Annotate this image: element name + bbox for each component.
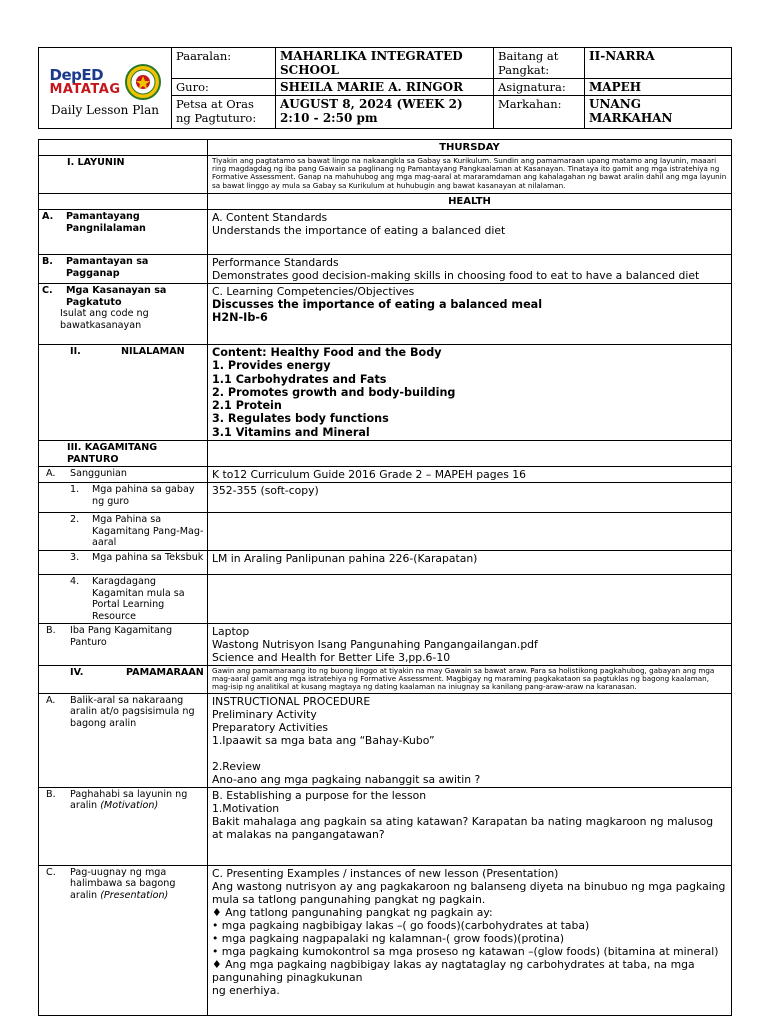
layunin-text: Tiyakin ang pagtatamo sa bawat lingo na nakaangkla sa Gabay sa Kurikulum. Sundin ang pamamaraan upang matamo ang layunin, maaari ring magdagdag ng iba pang Gawain sa paglinang ng Pamantayang Pangkaalaman at Kasanayan. Tinataya ito gamit ang mga istratehiya ng Formative Assessment. Ganap na mahuhubog ang mga mag-aaral at mararamdaman ang kahalagahan ng bawat aralin dahil ang mga layunin sa bawat linggo ay mula sa Gabay sa Kurikulum at huhubugin ang bawat kasanayan at nilalaman. xyxy=(208,156,732,194)
content-list xyxy=(208,345,732,441)
pamamaraan-label: PAMAMARAAN xyxy=(126,667,204,679)
list-item: Wastong Nutrisyon Isang Pangunahing Pangangailangan.pdf xyxy=(212,638,538,652)
table-row: 4. Karagdagang Kagamitan mula sa Portal Learning Resource xyxy=(39,575,732,624)
table-row: A. Sanggunian K to12 Curriculum Guide 2016 Grade 2 – MAPEH pages 16 xyxy=(39,467,732,483)
guro-value: SHEILA MARIE A. RINGOR xyxy=(276,79,494,96)
table-row xyxy=(39,140,732,156)
logo-cell xyxy=(39,48,172,129)
guro-label: Guro: xyxy=(172,79,276,96)
pamamaraan-text: Gawin ang pamamaraang ito ng buong linggo at tiyakin na may Gawain sa bawat araw. Para sa holistikong pagkahubog, gabayan ang mga mag-aaral gamit ang mga istratehiya ng Formative Assessment. Magbigay ng maraming pagkakataon sa pagtuklas ng bagong kaalaman, mag-isip ng analitikal at kusang magtaya ng dating kaalaman na iniugnay sa kanilang pang-araw-araw na karanasan. xyxy=(208,666,732,694)
school-seal-icon xyxy=(125,64,161,100)
table-row: IV. PAMAMARAAN Gawin ang pamamaraang ito ng buong linggo at tiyakin na may Gawain sa bawat araw. Para sa holistikong pagkahubog, gabayan ang mga mag-aaral gamit ang mga istratehiya ng Formative Assessment. Magbigay ng maraming pagkakataon sa pagtuklas ng bagong kaalaman, mag-isip ng analitikal at kusang magtaya ng dating kaalaman na iniugnay sa kanilang pang-araw-araw na karanasan. xyxy=(39,666,732,694)
competency-sublabel: Isulat ang code ng bawatkasanayan xyxy=(60,308,149,331)
motivation-label: Paghahabi sa layunin ng aralin (Motivation) xyxy=(70,788,188,812)
portal-resource-text xyxy=(208,575,732,624)
markahan-label: Markahan: xyxy=(494,96,585,129)
teacher-guide-pages: 352-355 (soft-copy) xyxy=(208,483,732,513)
list-item: 2.1 Protein xyxy=(212,399,282,413)
table-row: C. Pag-uugnay ng mga halimbawa sa bagong aralin (Presentation) C. Presenting Examples / instances of new lesson (Presentation) Ang wastong nutrisyon ay ang pagkakaroon ng balanseng diyeta na binubuo ng mga pagkaing mula sa tatlong pangunahing pangkat ng pagkain. ♦ Ang tatlong pangunahing pangkat ng pagkain ay: • mga pagkaing nagbibigay lakas –( go foods)(carbohydrates at taba) • mga pagkaing nagpapalaki ng kalamnan-( grow foods)(protina) • mga pagkaing kumokontrol sa mga proseso ng katawan –(glow foods) (bitamina at mineral) ♦ Ang mga pagkaing nagbibigay lakas ay nagtataglay ng carbohydrates at taba, na mga pangunahing pinagkukunan ng enerhiya. xyxy=(39,865,732,1015)
paaralan-label: Paaralan: xyxy=(172,48,276,79)
sanggunian-label: Sanggunian xyxy=(70,468,128,480)
dlp-title: Daily Lesson Plan xyxy=(51,102,159,117)
kagamitan-label: III. KAGAMITANG PANTURO xyxy=(39,441,208,467)
baitang-value: II-NARRA xyxy=(585,48,732,79)
list-item: Laptop xyxy=(212,625,250,639)
table-row: 2. Mga Pahina sa Kagamitang Pang-Mag-aaral xyxy=(39,513,732,551)
paaralan-value: MAHARLIKA INTEGRATED SCHOOL xyxy=(276,48,494,79)
performance-standards: Performance Standards Demonstrates good decision-making skills in choosing food to eat to have a balanced diet xyxy=(208,255,732,284)
learning-competencies: C. Learning Competencies/Objectives Discusses the importance of eating a balanced meal H2N-Ib-6 xyxy=(208,284,732,345)
presentation-label: Pag-uugnay ng mga halimbawa sa bagong aralin (Presentation) xyxy=(70,866,176,901)
table-row: 1. Mga pahina sa gabay ng guro 352-355 (soft-copy) xyxy=(39,483,732,513)
teacher-guide-label: Mga pahina sa gabay ng guro xyxy=(92,484,195,507)
asignatura-label: Asignatura: xyxy=(494,79,585,96)
lesson-table xyxy=(38,139,732,1016)
table-row: B. Paghahabi sa layunin ng aralin (Motivation) B. Establishing a purpose for the lesson 1.Motivation Bakit mahalaga ang pagkain sa ating katawan? Karapatan ba nating magkaroon ng malusog at malakas na pangangatawan? xyxy=(39,787,732,865)
other-materials xyxy=(208,624,732,666)
learner-material-pages xyxy=(208,513,732,551)
list-item: 1. Provides energy xyxy=(212,359,331,373)
table-row xyxy=(39,194,732,210)
subject-heading: HEALTH xyxy=(208,194,732,210)
sanggunian-text: K to12 Curriculum Guide 2016 Grade 2 – MAPEH pages 16 xyxy=(208,467,732,483)
portal-resource-label: Karagdagang Kagamitan mula sa Portal Learning Resource xyxy=(92,576,185,622)
list-item: 3.1 Vitamins and Mineral xyxy=(212,425,370,439)
list-item: Science and Health for Better Life 3,pp.6-10 xyxy=(212,651,451,665)
table-row: B. Pamantayan sa Pagganap Performance Standards Demonstrates good decision-making skills in choosing food to eat to have a balanced diet xyxy=(39,255,732,284)
content-standard-label: Pamantayang Pangnilalaman xyxy=(66,211,146,234)
nilalaman-label: NILALAMAN xyxy=(121,346,185,357)
table-row xyxy=(39,156,732,194)
content-standards: A. Content Standards Understands the importance of eating a balanced diet xyxy=(208,210,732,255)
motivation-activity: B. Establishing a purpose for the lesson 1.Motivation Bakit mahalaga ang pagkain sa ating katawan? Karapatan ba nating magkaroon ng malusog at malakas na pangangatawan? xyxy=(208,787,732,865)
table-row: II. NILALAMAN Content: Healthy Food and the Body 1. Provides energy 1.1 Carbohydrates and Fats 2. Promotes growth and body-building 2.1 Protein 3. Regulates body functions 3.1 Vitamins and Mineral xyxy=(39,345,732,441)
header-table xyxy=(38,47,732,129)
asignatura-value: MAPEH xyxy=(585,79,732,96)
petsa-label: Petsa at Oras ng Pagtuturo: xyxy=(172,96,276,129)
table-row: C. Mga Kasanayan sa Pagkatuto Isulat ang code ng bawatkasanayan C. Learning Competencies/Objectives Discusses the importance of eating a balanced meal H2N-Ib-6 xyxy=(39,284,732,345)
textbook-pages: LM in Araling Panlipunan pahina 226-(Karapatan) xyxy=(208,551,732,575)
other-materials-label: Iba Pang Kagamitang Panturo xyxy=(70,625,173,648)
performance-standard-label: Pamantayan sa Pagganap xyxy=(66,256,149,279)
list-item: 3. Regulates body functions xyxy=(212,412,389,426)
deped-logo: DepED MATATAG xyxy=(49,65,121,97)
petsa-value: AUGUST 8, 2024 (WEEK 2) 2:10 - 2:50 pm xyxy=(276,96,494,129)
list-item: 2. Promotes growth and body-building xyxy=(212,385,456,399)
textbook-label: Mga pahina sa Teksbuk xyxy=(92,552,204,564)
markahan-value: UNANG MARKAHAN xyxy=(585,96,732,129)
table-row: 3. Mga pahina sa Teksbuk LM in Araling Panlipunan pahina 226-(Karapatan) xyxy=(39,551,732,575)
review-label: Balik-aral sa nakaraang aralin at/o pagsisimula ng bagong aralin xyxy=(70,694,195,729)
competency-label: Mga Kasanayan sa Pagkatuto xyxy=(66,285,167,308)
day-heading: THURSDAY xyxy=(208,140,732,156)
presentation-activity: C. Presenting Examples / instances of new lesson (Presentation) Ang wastong nutrisyon ay ang pagkakaroon ng balanseng diyeta na binubuo ng mga pagkaing mula sa tatlong pangunahing pangkat ng pagkain. ♦ Ang tatlong pangunahing pangkat ng pagkain ay: • mga pagkaing nagbibigay lakas –( go foods)(carbohydrates at taba) • mga pagkaing nagpapalaki ng kalamnan-( grow foods)(protina) • mga pagkaing kumokontrol sa mga proseso ng katawan –(glow foods) (bitamina at mineral) ♦ Ang mga pagkaing nagbibigay lakas ay nagtataglay ng carbohydrates at taba, na mga pangunahing pinagkukunan ng enerhiya. xyxy=(208,865,732,1015)
baitang-label: Baitang at Pangkat: xyxy=(494,48,585,79)
learner-material-label: Mga Pahina sa Kagamitang Pang-Mag-aaral xyxy=(92,514,204,549)
list-item: 1.1 Carbohydrates and Fats xyxy=(212,372,387,386)
layunin-label: I. LAYUNIN xyxy=(39,156,208,194)
review-activity: INSTRUCTIONAL PROCEDURE Preliminary Activity Preparatory Activities 1.Ipaawit sa mga bata ang “Bahay-Kubo” 2.Review Ano-ano ang mga pagkaing nabanggit sa awitin ? xyxy=(208,693,732,787)
list-item: Content: Healthy Food and the Body xyxy=(212,346,442,359)
table-row: A. Balik-aral sa nakaraang aralin at/o pagsisimula ng bagong aralin INSTRUCTIONAL PROCEDURE Preliminary Activity Preparatory Activities 1.Ipaawit sa mga bata ang “Bahay-Kubo” 2.Review Ano-ano ang mga pagkaing nabanggit sa awitin ? xyxy=(39,693,732,787)
table-row: A. Pamantayang Pangnilalaman A. Content Standards Understands the importance of eating a balanced diet xyxy=(39,210,732,255)
table-row xyxy=(39,441,732,467)
table-row: B. Iba Pang Kagamitang Panturo Laptop Wastong Nutrisyon Isang Pangunahing Pangangailangan.pdf Science and Health for Better Life 3,pp.6-10 xyxy=(39,624,732,666)
